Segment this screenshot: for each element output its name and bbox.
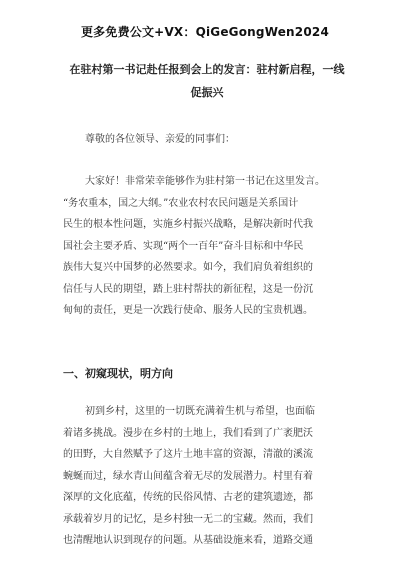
paragraph-line: 甸甸的责任，更是一次践行使命、服务人民的宝贵机遇。 [63,305,313,316]
paragraph-opening [63,171,358,322]
document-title [62,58,352,104]
paragraph-line: 大家好！非常荣幸能够作为驻村第一书记在这里发言。 [85,176,325,187]
paragraph-line: 民生的根本性问题，实施乡村振兴战略，是解决新时代我 [63,219,313,230]
paragraph-line: 也清醒地认识到现存的问题。从基础设施来看，道路交通 [63,535,313,546]
paragraph-line: 深厚的文化底蕴，传统的民俗风情、古老的建筑遗迹，都 [63,492,313,503]
paragraph-line: 国社会主要矛盾、实现“两个一百年”奋斗目标和中华民 [63,240,304,252]
paragraph-line: “务农重本，国之大纲。”农业农村农民问题是关系国计 [63,197,299,209]
document-title-line-1: 在驻村第一书记赴任报到会上的发言：驻村新启程，一线 [69,63,345,76]
header-banner: 更多免费公文+VX：QiGeGongWen2024 [80,25,329,39]
paragraph-line: 初到乡村，这里的一切既充满着生机与希望，也面临 [85,406,315,417]
paragraph-line: 的田野，大自然赋予了这片土地丰富的资源，清澈的溪流 [63,449,313,460]
paragraph-line: 信任与人民的期望，踏上驻村帮扶的新征程，这是一份沉 [63,283,313,295]
section-heading: 一、初窥现状，明方向 [63,367,173,380]
document-title-line-2: 促振兴 [190,86,224,99]
paragraph-section-1 [63,401,358,552]
paragraph-line: 承载着岁月的记忆，是乡村独一无二的宝藏。然而，我们 [63,513,313,525]
salutation: 尊敬的各位领导、亲爱的同事们： [85,134,235,145]
paragraph-line: 族伟大复兴中国梦的必然要求。如今，我们肩负着组织的 [63,262,313,273]
paragraph-line: 蜿蜒而过，绿水青山间蕴含着无尽的发展潜力。村里有着 [63,470,313,482]
paragraph-line: 着诸多挑战。漫步在乡村的土地上，我们看到了广袤肥沃 [63,427,313,439]
